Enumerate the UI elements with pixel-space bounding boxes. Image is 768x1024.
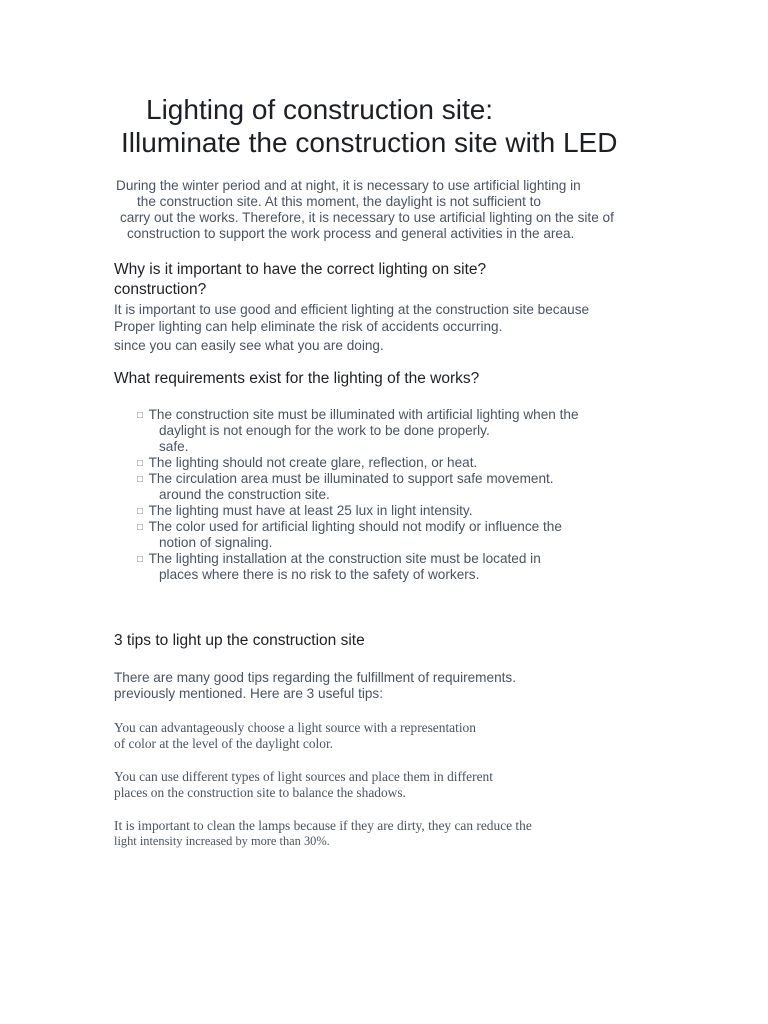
section-heading: What requirements exist for the lighting of the works? <box>114 370 480 387</box>
checkbox-bullet-icon: □ <box>137 410 144 421</box>
list-item-continuation: places where there is no risk to the safety of workers. <box>159 567 480 582</box>
intro-line: the construction site. At this moment, the daylight is not sufficient to <box>137 194 541 209</box>
checkbox-bullet-icon: □ <box>137 474 144 485</box>
list-item-continuation: notion of signaling. <box>159 535 273 550</box>
list-item-continuation: daylight is not enough for the work to be done properly. <box>159 423 490 438</box>
page-title-line-2: Illuminate the construction site with LED <box>121 127 618 158</box>
checkbox-bullet-icon: □ <box>137 554 144 565</box>
list-item: □ The construction site must be illuminated with artificial lighting when the <box>137 407 579 422</box>
intro-line: During the winter period and at night, it is necessary to use artificial lighting in <box>116 178 581 193</box>
tip-line: places on the construction site to balance the shadows. <box>114 785 406 800</box>
tip-line: of color at the level of the daylight color. <box>114 736 334 751</box>
tip-line: You can use different types of light sources and place them in different <box>114 769 493 784</box>
list-item: □ The lighting must have at least 25 lux in light intensity. <box>137 503 473 518</box>
checkbox-bullet-icon: □ <box>137 522 144 533</box>
list-item: □ The color used for artificial lighting should not modify or influence the <box>137 519 562 534</box>
intro-line: carry out the works. Therefore, it is necessary to use artificial lighting on the site of <box>120 210 614 225</box>
checkbox-bullet-icon: □ <box>137 458 144 469</box>
intro-line: construction to support the work process and general activities in the area. <box>127 226 575 241</box>
paragraph-line: since you can easily see what you are doing. <box>114 338 384 353</box>
list-item: □ The circulation area must be illuminated to support safe movement. <box>137 471 554 486</box>
section-heading: Why is it important to have the correct lighting on site? <box>114 261 487 278</box>
list-item-continuation: safe. <box>159 439 189 454</box>
section-heading: construction? <box>114 281 207 298</box>
section-heading: 3 tips to light up the construction site <box>114 632 365 649</box>
page-title-line-1: Lighting of construction site: <box>146 94 494 125</box>
list-item: □ The lighting should not create glare, reflection, or heat. <box>137 455 478 470</box>
list-item-continuation: around the construction site. <box>159 487 330 502</box>
list-item: □ The lighting installation at the construction site must be located in <box>137 551 541 566</box>
paragraph-line: It is important to use good and efficient lighting at the construction site because <box>114 302 590 317</box>
tip-line: light intensity increased by more than 30%. <box>114 834 330 848</box>
checkbox-bullet-icon: □ <box>137 506 144 517</box>
tip-line: You can advantageously choose a light source with a representation <box>114 720 476 735</box>
paragraph-line: Proper lighting can help eliminate the risk of accidents occurring. <box>114 319 503 334</box>
paragraph-line: previously mentioned. Here are 3 useful tips: <box>114 686 383 701</box>
tip-line: It is important to clean the lamps because if they are dirty, they can reduce the <box>114 818 532 833</box>
paragraph-line: There are many good tips regarding the fulfillment of requirements. <box>114 670 516 685</box>
